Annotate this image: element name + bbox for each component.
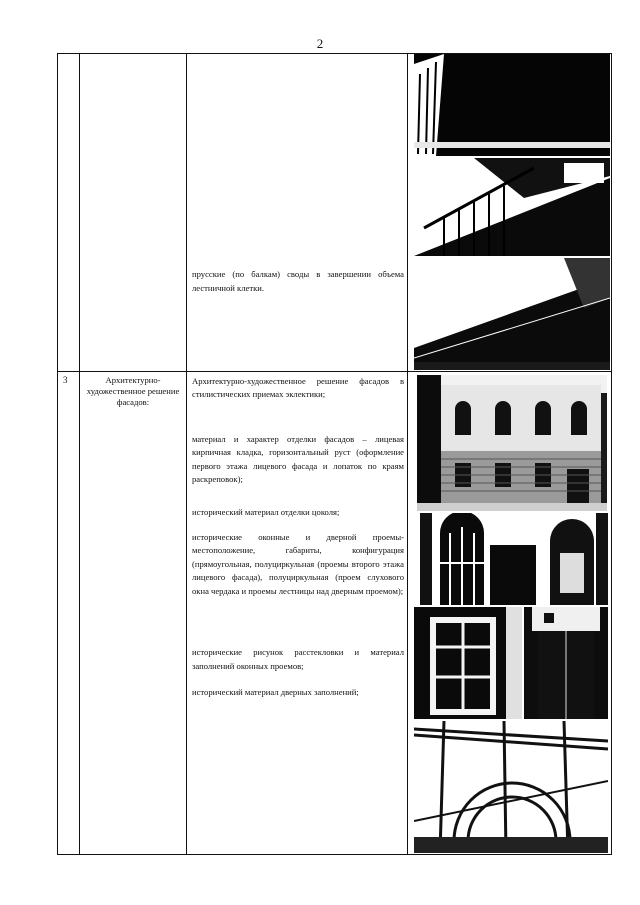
table-border-right [611,53,612,855]
staircase-vault-photo [414,258,610,370]
staircase-vaults-text: прусские (по балкам) своды в завершении объема лестничной клетки. [192,269,404,294]
column-divider [186,53,187,855]
plinth-material-item: исторический материал отделки цоколя; [192,507,340,517]
facade-photo [417,375,607,511]
table-border-left [57,53,58,855]
door-material-item: исторический материал дверных заполнений; [192,687,359,697]
row-divider [57,371,612,372]
protected-elements-table [57,53,612,855]
window-glazing-photo [414,607,522,719]
row-title: Архитектурно-художественное решение фасадов: [86,375,180,407]
glazing-pattern-item: исторические рисунок расстекловки и материал заполнений оконных проемов; [192,647,404,672]
attic-window-photo [414,721,608,853]
column-divider [407,53,408,855]
page-number: 2 [316,36,324,51]
table-border-bottom [57,854,612,855]
window-detail-photo-2 [524,607,608,719]
staircase-photo-2 [414,158,610,256]
windows-detail-photo [420,513,608,605]
window-door-openings-item: исторические оконные и дверной проемы- местоположение, габариты, конфигурация (прямоугольная, полуциркульная (проемы второго этажа лицевого фасада), полуциркульная (проем слухового окна чердака и проемы лестницы над дверным проемом); [192,532,404,596]
column-divider [79,53,80,855]
row-number: 3 [63,375,68,385]
facade-finish-item: материал и характер отделки фасадов – лицевая кирпичная кладка, горизонтальный руст (оформление первого этажа лицевого фасада и лопаток по краям раскреповок); [192,434,404,485]
facade-solution-item: Архитектурно-художественное решение фасадов в стилистических приемах эклектики; [192,376,404,399]
staircase-photo-1 [414,54,610,156]
